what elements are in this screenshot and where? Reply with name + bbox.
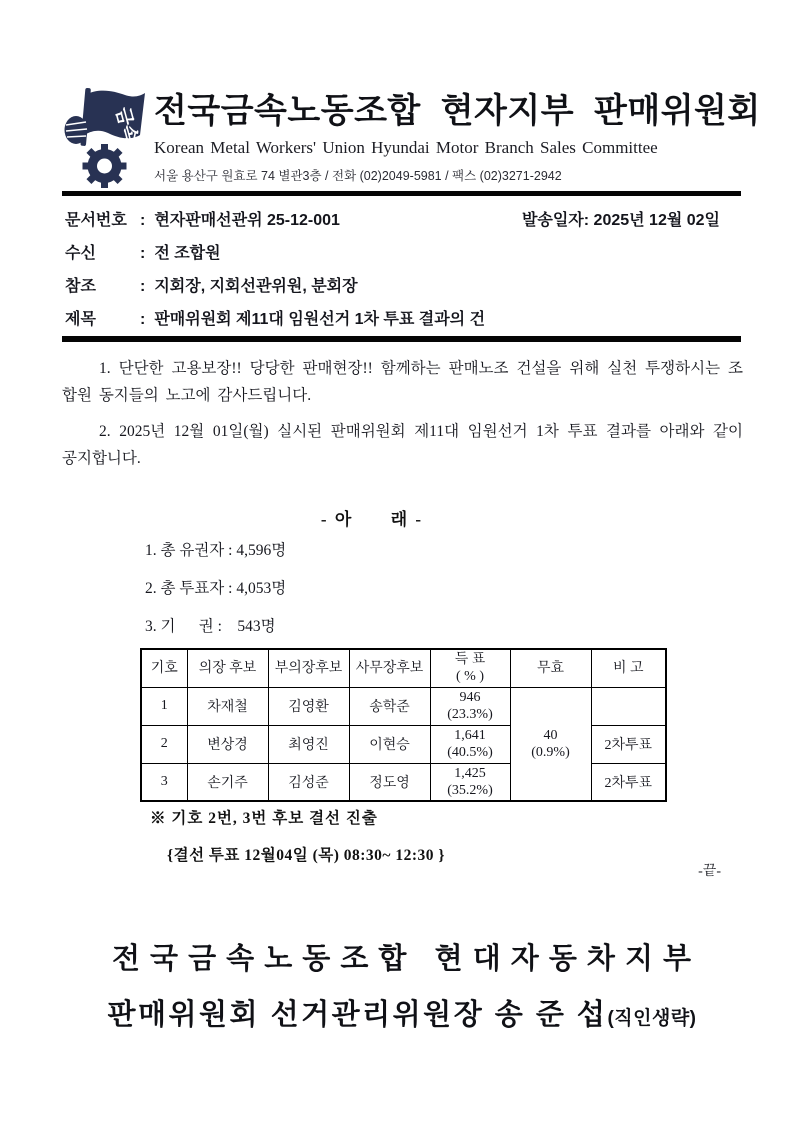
note-cell: 2차투표 bbox=[591, 763, 666, 801]
subject-divider bbox=[62, 336, 741, 342]
vice-chair-candidate: 최영진 bbox=[268, 725, 349, 763]
subject-row bbox=[65, 306, 740, 326]
signature-title-name: 판매위원회 선거관리위원장 송 준 섭 bbox=[107, 999, 608, 1031]
union-logo bbox=[60, 86, 148, 192]
recipient-row bbox=[65, 240, 740, 260]
below-heading: - 아 래 - bbox=[320, 510, 424, 529]
cc-row bbox=[65, 273, 740, 293]
invalid-count: 40 bbox=[543, 727, 558, 743]
end-mark: -끝- bbox=[698, 864, 721, 879]
header-vice-chair: 부의장후보 bbox=[268, 649, 349, 687]
header-secretary: 사무장후보 bbox=[349, 649, 430, 687]
recipient-label: 수신 bbox=[65, 245, 96, 262]
secretary-candidate: 송학준 bbox=[349, 687, 430, 725]
header-divider bbox=[62, 191, 741, 196]
header-votes-line1: 득 표 bbox=[454, 652, 486, 668]
body-paragraph-2: 2. 2025년 12월 01일(월) 실시된 판매위원회 제11대 임원선거 1차 투표 결과를 아래와 같이 공지합니다. bbox=[62, 423, 743, 467]
send-date bbox=[522, 207, 720, 230]
org-title-english: Korean Metal Workers' Union Hyundai Motor Branch Sales Committee bbox=[154, 138, 658, 158]
candidate-no: 2 bbox=[141, 725, 187, 763]
stat-abstentions: 3. 기 권 : 543명 bbox=[145, 618, 276, 635]
org-title: 전국금속노동조합 현자지부 판매위원회 bbox=[154, 92, 761, 130]
header-note: 비 고 bbox=[591, 649, 666, 687]
note-cell bbox=[591, 687, 666, 725]
separator: : bbox=[140, 311, 146, 328]
signature-org-line: 전 국 금 속 노 동 조 합 현 대 자 동 차 지 부 bbox=[111, 943, 693, 975]
chair-candidate: 손기주 bbox=[187, 763, 268, 801]
signature-name-line bbox=[62, 992, 742, 1033]
org-address: 서울 용산구 원효로 74 별관3층 / 전화 (02)2049-5981 / 팩스 (02)3271-2942 bbox=[154, 169, 562, 184]
runoff-note: ※ 기호 2번, 3번 후보 결선 진출 bbox=[150, 810, 378, 827]
candidate-no: 3 bbox=[141, 763, 187, 801]
body-paragraph-1: 1. 단단한 고용보장!! 당당한 판매현장!! 함께하는 판매노조 건설을 위해 실천 투쟁하시는 조합원 동지들의 노고에 감사드립니다. bbox=[62, 360, 743, 404]
seal-omitted-note: (직인생략) bbox=[607, 1008, 697, 1029]
send-date-label: 발송일자: bbox=[521, 212, 590, 229]
votes-cell bbox=[430, 687, 510, 725]
stat-total-electors: 1. 총 유권자 : 4,596명 bbox=[145, 542, 287, 559]
votes-cell bbox=[430, 725, 510, 763]
vice-chair-candidate: 김성준 bbox=[268, 763, 349, 801]
separator: : bbox=[140, 245, 146, 262]
table-header-row bbox=[141, 649, 666, 687]
cc-label: 참조 bbox=[65, 278, 96, 295]
candidate-no: 1 bbox=[141, 687, 187, 725]
note-cell: 2차투표 bbox=[591, 725, 666, 763]
votes-count: 1,425 bbox=[454, 765, 486, 781]
votes-pct: (40.5%) bbox=[447, 745, 493, 760]
header-invalid: 무효 bbox=[510, 649, 591, 687]
election-results-table bbox=[140, 648, 667, 802]
votes-pct: (35.2%) bbox=[447, 782, 493, 798]
cc-value: 지회장, 지회선관위원, 분회장 bbox=[154, 278, 358, 295]
votes-count: 946 bbox=[459, 690, 481, 705]
votes-cell bbox=[430, 763, 510, 801]
stat-total-voters: 2. 총 투표자 : 4,053명 bbox=[145, 580, 287, 597]
separator: : bbox=[140, 278, 146, 295]
header-votes-line2: ( % ) bbox=[456, 669, 484, 685]
logo-text: 금속 bbox=[111, 104, 142, 146]
votes-count: 1,641 bbox=[454, 728, 486, 743]
secretary-candidate: 정도영 bbox=[349, 763, 430, 801]
subject-label: 제목 bbox=[65, 311, 96, 328]
document-info bbox=[65, 207, 740, 339]
header-chair: 의장 후보 bbox=[187, 649, 268, 687]
doc-number-value: 현자판매선관위 25-12-001 bbox=[154, 212, 340, 229]
doc-number-row bbox=[65, 207, 740, 227]
vote-statistics bbox=[145, 540, 286, 654]
doc-number-label: 문서번호 bbox=[65, 212, 127, 229]
union-flag-gear-icon bbox=[60, 86, 148, 192]
vice-chair-candidate: 김영환 bbox=[268, 687, 349, 725]
header-votes bbox=[430, 649, 510, 687]
send-date-value: 2025년 12월 02일 bbox=[593, 212, 720, 229]
chair-candidate: 차재철 bbox=[187, 687, 268, 725]
letterhead bbox=[154, 92, 761, 184]
header-candidate-no: 기호 bbox=[141, 649, 187, 687]
runoff-schedule: {결선 투표 12월04일 (목) 08:30~ 12:30 } bbox=[167, 847, 445, 864]
invalid-pct: (0.9%) bbox=[531, 744, 570, 760]
votes-pct: (23.3%) bbox=[447, 707, 493, 722]
chair-candidate: 변상경 bbox=[187, 725, 268, 763]
signature-block bbox=[62, 936, 742, 1033]
table-row bbox=[141, 687, 666, 725]
recipient-value: 전 조합원 bbox=[154, 245, 221, 262]
invalid-votes-cell bbox=[510, 687, 591, 801]
subject-value: 판매위원회 제11대 임원선거 1차 투표 결과의 건 bbox=[154, 311, 486, 328]
separator: : bbox=[140, 212, 146, 229]
secretary-candidate: 이현승 bbox=[349, 725, 430, 763]
